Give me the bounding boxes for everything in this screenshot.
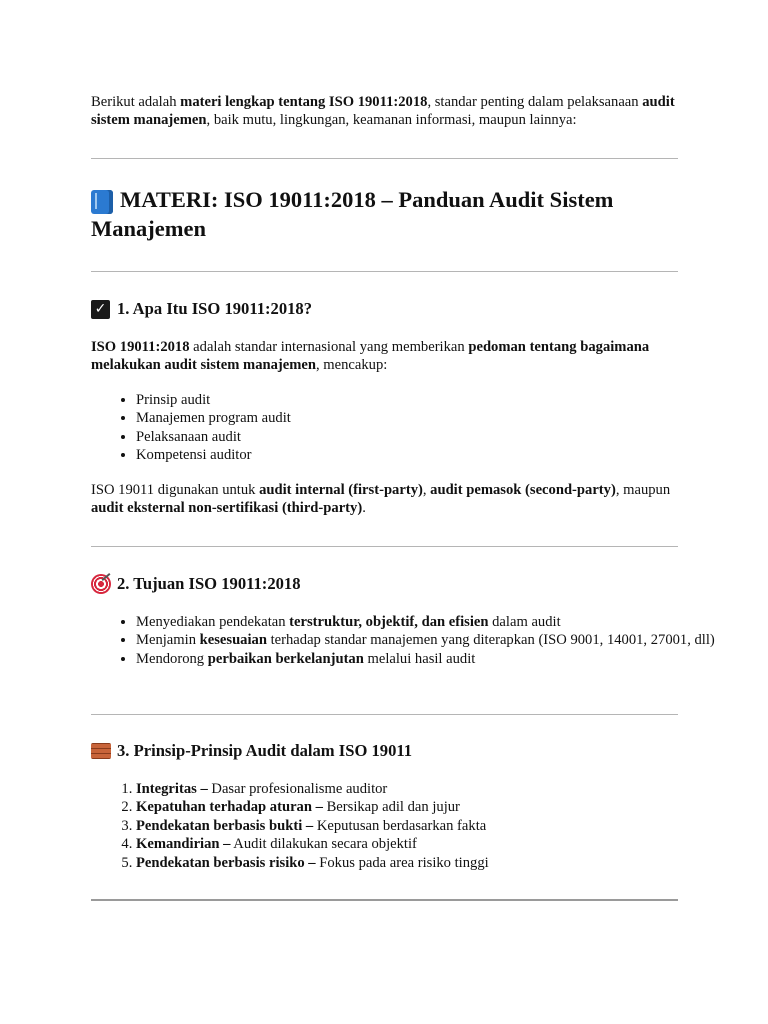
section-3: [91, 741, 679, 761]
text: .: [362, 500, 366, 517]
bold-text: perbaikan berkelanjutan: [207, 650, 364, 667]
section-1-heading-text: 1. Apa Itu ISO 19011:2018?: [117, 299, 313, 318]
section-2: [91, 574, 679, 594]
title-text: MATERI: ISO 19011:2018 – Panduan Audit Sistem Manajemen: [91, 187, 614, 241]
document-title: [91, 186, 679, 243]
bold-text: audit pemasok (second-party): [430, 482, 616, 498]
text: dalam audit: [488, 614, 561, 630]
section-3-list: [91, 780, 724, 872]
bold-text: Pendekatan berbasis risiko –: [136, 854, 316, 871]
list-item: [136, 798, 724, 816]
text: terhadap standar manajemen yang diterapkan (ISO 9001, 14001, 27001, dll): [266, 632, 715, 649]
bold-text: Integritas –: [136, 781, 208, 797]
text: ,: [422, 482, 431, 498]
bold-text: Kemandirian –: [136, 836, 231, 853]
section-1-list: [91, 391, 724, 465]
text: melalui hasil audit: [363, 650, 476, 667]
intro-text: Berikut adalah: [91, 94, 181, 110]
bold-text: terstruktur, objektif, dan efisien: [289, 614, 489, 630]
text: ISO 19011 digunakan untuk: [91, 482, 260, 498]
divider: [91, 714, 678, 715]
text: Keputusan berdasarkan fakta: [313, 817, 487, 834]
divider: [91, 546, 678, 547]
section-2-heading: [91, 574, 679, 594]
divider: [91, 899, 678, 901]
bold-text: Pendekatan berbasis bukti –: [136, 817, 314, 834]
book-icon: [91, 190, 113, 214]
section-2-list: [91, 613, 724, 668]
divider: [91, 271, 678, 272]
list-item: [136, 613, 724, 631]
section-1-paragraph-2: [91, 481, 679, 518]
list-item: [136, 854, 724, 872]
text: Fokus pada area risiko tinggi: [315, 854, 489, 871]
text: Dasar profesionalisme auditor: [207, 781, 388, 797]
bold-text: kesesuaian: [199, 632, 267, 649]
target-icon: [91, 574, 111, 594]
text: , mencakup:: [316, 357, 388, 374]
list-item: [136, 835, 724, 853]
bricks-icon: [91, 743, 111, 759]
text: Menyediakan pendekatan: [136, 614, 290, 630]
text: , maupun: [615, 482, 671, 498]
text: Menjamin: [136, 632, 200, 649]
section-1: [91, 299, 679, 319]
list-item: [136, 780, 724, 798]
bold-text: pedoman tentang bagaimana melakukan audit sistem manajemen: [91, 339, 650, 374]
text: Mendorong: [136, 650, 208, 667]
list-item: • Pelaksanaan audit: [136, 428, 724, 446]
section-1-paragraph-1: [91, 338, 679, 375]
intro-bold: materi lengkap tentang ISO 19011:2018: [180, 94, 428, 110]
bold-text: audit internal (first-party): [259, 482, 423, 498]
bold-text: Kepatuhan terhadap aturan –: [136, 799, 323, 816]
bold-text: audit eksternal non-sertifikasi (third-party): [91, 500, 363, 517]
divider: [91, 158, 678, 159]
list-item: • Kompetensi auditor: [136, 446, 724, 464]
section-3-heading: [91, 741, 679, 761]
intro-text: , standar penting dalam pelaksanaan: [427, 94, 643, 110]
intro-paragraph: [91, 93, 679, 130]
text: Audit dilakukan secara objektif: [230, 836, 417, 853]
list-item: [136, 631, 724, 649]
section-2-heading-text: 2. Tujuan ISO 19011:2018: [117, 574, 301, 593]
list-item: [136, 817, 724, 835]
title-block: [91, 186, 679, 243]
intro-bold: audit sistem manajemen: [91, 94, 675, 129]
text: adalah standar internasional yang memberikan: [189, 339, 469, 355]
list-item: [136, 650, 724, 668]
list-item: • Prinsip audit: [136, 391, 724, 409]
text: Bersikap adil dan jujur: [322, 799, 460, 816]
intro-text: , baik mutu, lingkungan, keamanan informasi, maupun lainnya:: [206, 112, 577, 129]
bold-text: ISO 19011:2018: [91, 339, 190, 355]
section-1-heading: [91, 299, 679, 319]
section-3-heading-text: 3. Prinsip-Prinsip Audit dalam ISO 19011: [117, 741, 413, 760]
check-mark-icon: ✓: [91, 300, 110, 319]
list-item: • Manajemen program audit: [136, 409, 724, 427]
